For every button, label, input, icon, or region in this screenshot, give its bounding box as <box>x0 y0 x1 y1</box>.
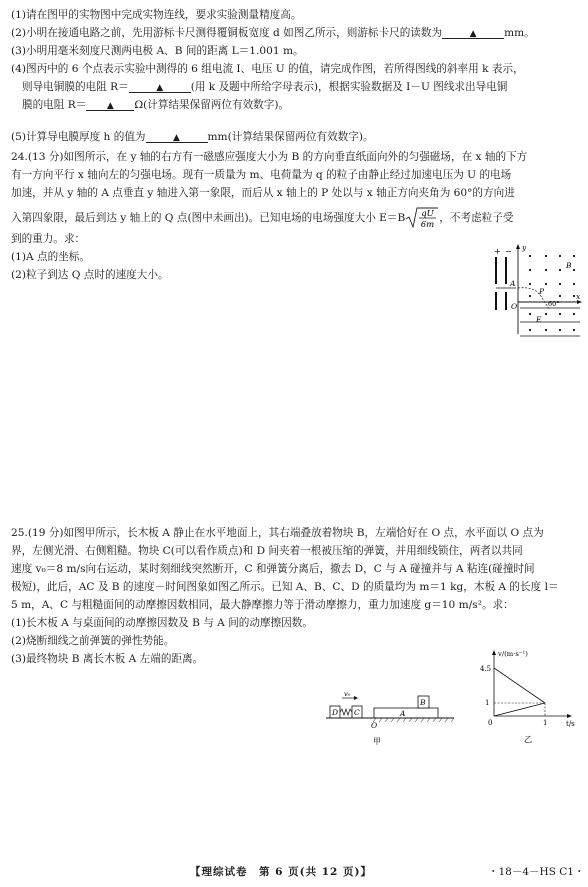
q25-line5: 5 m，A、C 与粗糙面间的动摩擦因数相同，最大静摩擦力等于滑动摩擦力，重力加速度 g＝10 m/s²。求： <box>11 599 514 611</box>
sqrt-denominator: 6m <box>421 220 435 230</box>
q23-part5 <box>11 130 580 144</box>
x-axis-label: x <box>576 292 581 301</box>
q23-part5-text: (5)计算导电膜厚度 h 的值为 <box>11 131 146 143</box>
board-A-label: A <box>400 709 406 718</box>
q23-part1: (1)请在图甲的实物图中完成实物连线，要求实验测量精度高。 <box>11 9 302 21</box>
point-A-label: A <box>510 279 516 288</box>
t-tick-label: 1 <box>543 719 548 727</box>
rough-surface-hatch <box>373 718 454 722</box>
q23-part4-text4: Ω(计算结果保留两位有效数字)。 <box>134 99 290 111</box>
blank-marker: ▲ <box>106 101 114 111</box>
v-axis-arrow <box>492 650 496 655</box>
q23-part4-text2: (用 k 及题中所给字母表示)，根据实验数据及 I－U 图线求出导电铜 <box>190 81 508 93</box>
q25-line1: 25.(19 分)如图甲所示，长木板 A 静止在水平地面上，其右端叠放着物块 B，左端恰好在 O 点，水平面以 O 点为 <box>11 527 544 539</box>
origin-label: O <box>511 302 518 311</box>
sqrt-formula <box>405 206 439 230</box>
q24-line4-tail: ，不考虑粒子受 <box>439 212 514 224</box>
y-axis-label: y <box>522 243 527 252</box>
footer-code: ・18－4－HS C1・ <box>488 866 585 878</box>
q23-part4-line2 <box>22 80 580 94</box>
figure-jia-caption: 甲 <box>373 737 381 746</box>
v0-arrowhead <box>354 696 358 700</box>
q23-part3: (3)小明用毫米刻度尺测两电极 A、B 间的距离 L＝1.001 m。 <box>11 45 304 57</box>
minus-sign: − <box>505 247 512 256</box>
v-tick-label-mid: 1 <box>485 699 490 707</box>
q23-part4-text1: 则导电铜膜的电阻 R＝ <box>22 81 129 93</box>
q23-part2-unit: mm。 <box>504 27 535 39</box>
origin-label: 0 <box>488 719 493 727</box>
q23-part4-line3 <box>22 98 580 112</box>
ac-velocity-line <box>494 668 545 703</box>
block-B-label: B <box>420 698 426 707</box>
t-axis-arrow <box>567 714 572 718</box>
answer-blank <box>86 99 134 111</box>
electric-field-lines <box>520 308 580 336</box>
v-axis-label: v/(m·s⁻¹) <box>498 650 528 658</box>
q24-line4-text: 入第四象限，最后到达 y 轴上的 Q 点(图中未画出)。已知电场的电场强度大小 E＝B <box>11 212 406 224</box>
b-velocity-line <box>494 703 545 716</box>
sqrt-numerator: qU <box>421 209 435 219</box>
q24-line5: 到的重力。求： <box>11 233 86 245</box>
answer-blank <box>442 27 504 39</box>
q25-sub3: (3)最终物块 B 离长木板 A 左端的距离。 <box>11 653 204 665</box>
field-E-label: E <box>536 315 542 324</box>
q23-part2-text: (2)小明在接通电路之前，先用游标卡尺测得覆铜板宽度 d 如图乙所示，则游标卡尺的读数为 <box>11 27 443 39</box>
q23-part4-text3: 膜的电阻 R＝ <box>22 99 87 111</box>
particle-path <box>518 288 550 310</box>
q24-line3: 加速，并从 y 轴的 A 点垂直 y 轴进入第一象限，而后从 x 轴上的 P 处以与 x 轴正方向夹角为 60°的方向进 <box>11 187 515 199</box>
footer-page-info: 【理综试卷 第 6 页(共 12 页)】 <box>190 866 372 878</box>
y-axis-arrow <box>516 244 520 249</box>
q23-part5-unit: mm(计算结果保留两位有效数字)。 <box>207 131 374 143</box>
q25-sub1: (1)长木板 A 与桌面间的动摩擦因数及 B 与 A 间的动摩擦因数。 <box>11 617 313 629</box>
point-P-label: P <box>539 287 545 296</box>
blank-marker: ▲ <box>156 83 164 93</box>
angle-label: 60° <box>548 300 560 308</box>
q24-sub1: (1)A 点的坐标。 <box>11 251 90 263</box>
q24-line2: 有一方向平行 x 轴向左的匀强电场。现有一质量为 m、电荷量为 q 的粒子由静止经过加速电压为 U 的电场 <box>11 169 512 181</box>
answer-blank <box>129 81 191 93</box>
v-tick-label-top: 4.5 <box>480 665 492 673</box>
q24-sub2: (2)粒子到达 Q 点时的速度大小。 <box>11 269 169 281</box>
t-axis-label: t/s <box>566 720 575 728</box>
block-C-label: C <box>354 708 360 717</box>
board-A <box>374 708 438 718</box>
v0-label: v₀ <box>344 690 351 698</box>
q25-velocity-time-graph <box>476 646 582 746</box>
q24-line1: 24.(13 分)如图所示，在 y 轴的右方有一磁感应强度大小为 B 的方向垂直纸面向外的匀强磁场，在 x 轴的下方 <box>11 151 528 163</box>
q25-line2: 界，左侧光滑、右侧粗糙。物块 C(可以看作质点)和 D 间夹着一根被压缩的弹簧，并用细线锁住，两者以共同 <box>11 545 523 557</box>
field-B-label: B <box>566 261 572 270</box>
q23-part2 <box>11 26 580 40</box>
q23-part4: (4)图丙中的 6 个点表示实验中测得的 6 组电流 I、电压 U 的值，请完成作图，若所得图线的斜率用 k 表示， <box>11 63 524 75</box>
answer-blank <box>146 131 208 143</box>
figure-yi-caption: 乙 <box>524 735 532 744</box>
q24-line4 <box>11 206 580 230</box>
q25-line4: 极短)，此后，AC 及 B 的速度－时间图象如图乙所示。已知 A、B、C、D 的质量均为 m＝1 kg，木板 A 的长度 l＝ <box>11 581 559 593</box>
spring <box>340 709 352 715</box>
blank-marker: ▲ <box>173 133 180 143</box>
q24-field-diagram <box>488 242 584 338</box>
q25-line3: 速度 v₀＝8 m/s向右运动，某时刻细线突然断开，C 和弹簧分离后，撤去 D，C 与 A 碰撞并与 A 粘连(碰撞时间 <box>11 563 535 575</box>
q25-sub2: (2)烧断细线之前弹簧的弹性势能。 <box>11 635 175 647</box>
point-O-label: O <box>371 721 378 730</box>
q25-apparatus-diagram <box>322 684 458 748</box>
blank-marker: ▲ <box>469 29 477 39</box>
block-D-label: D <box>332 708 339 717</box>
plus-sign: + <box>494 247 501 256</box>
